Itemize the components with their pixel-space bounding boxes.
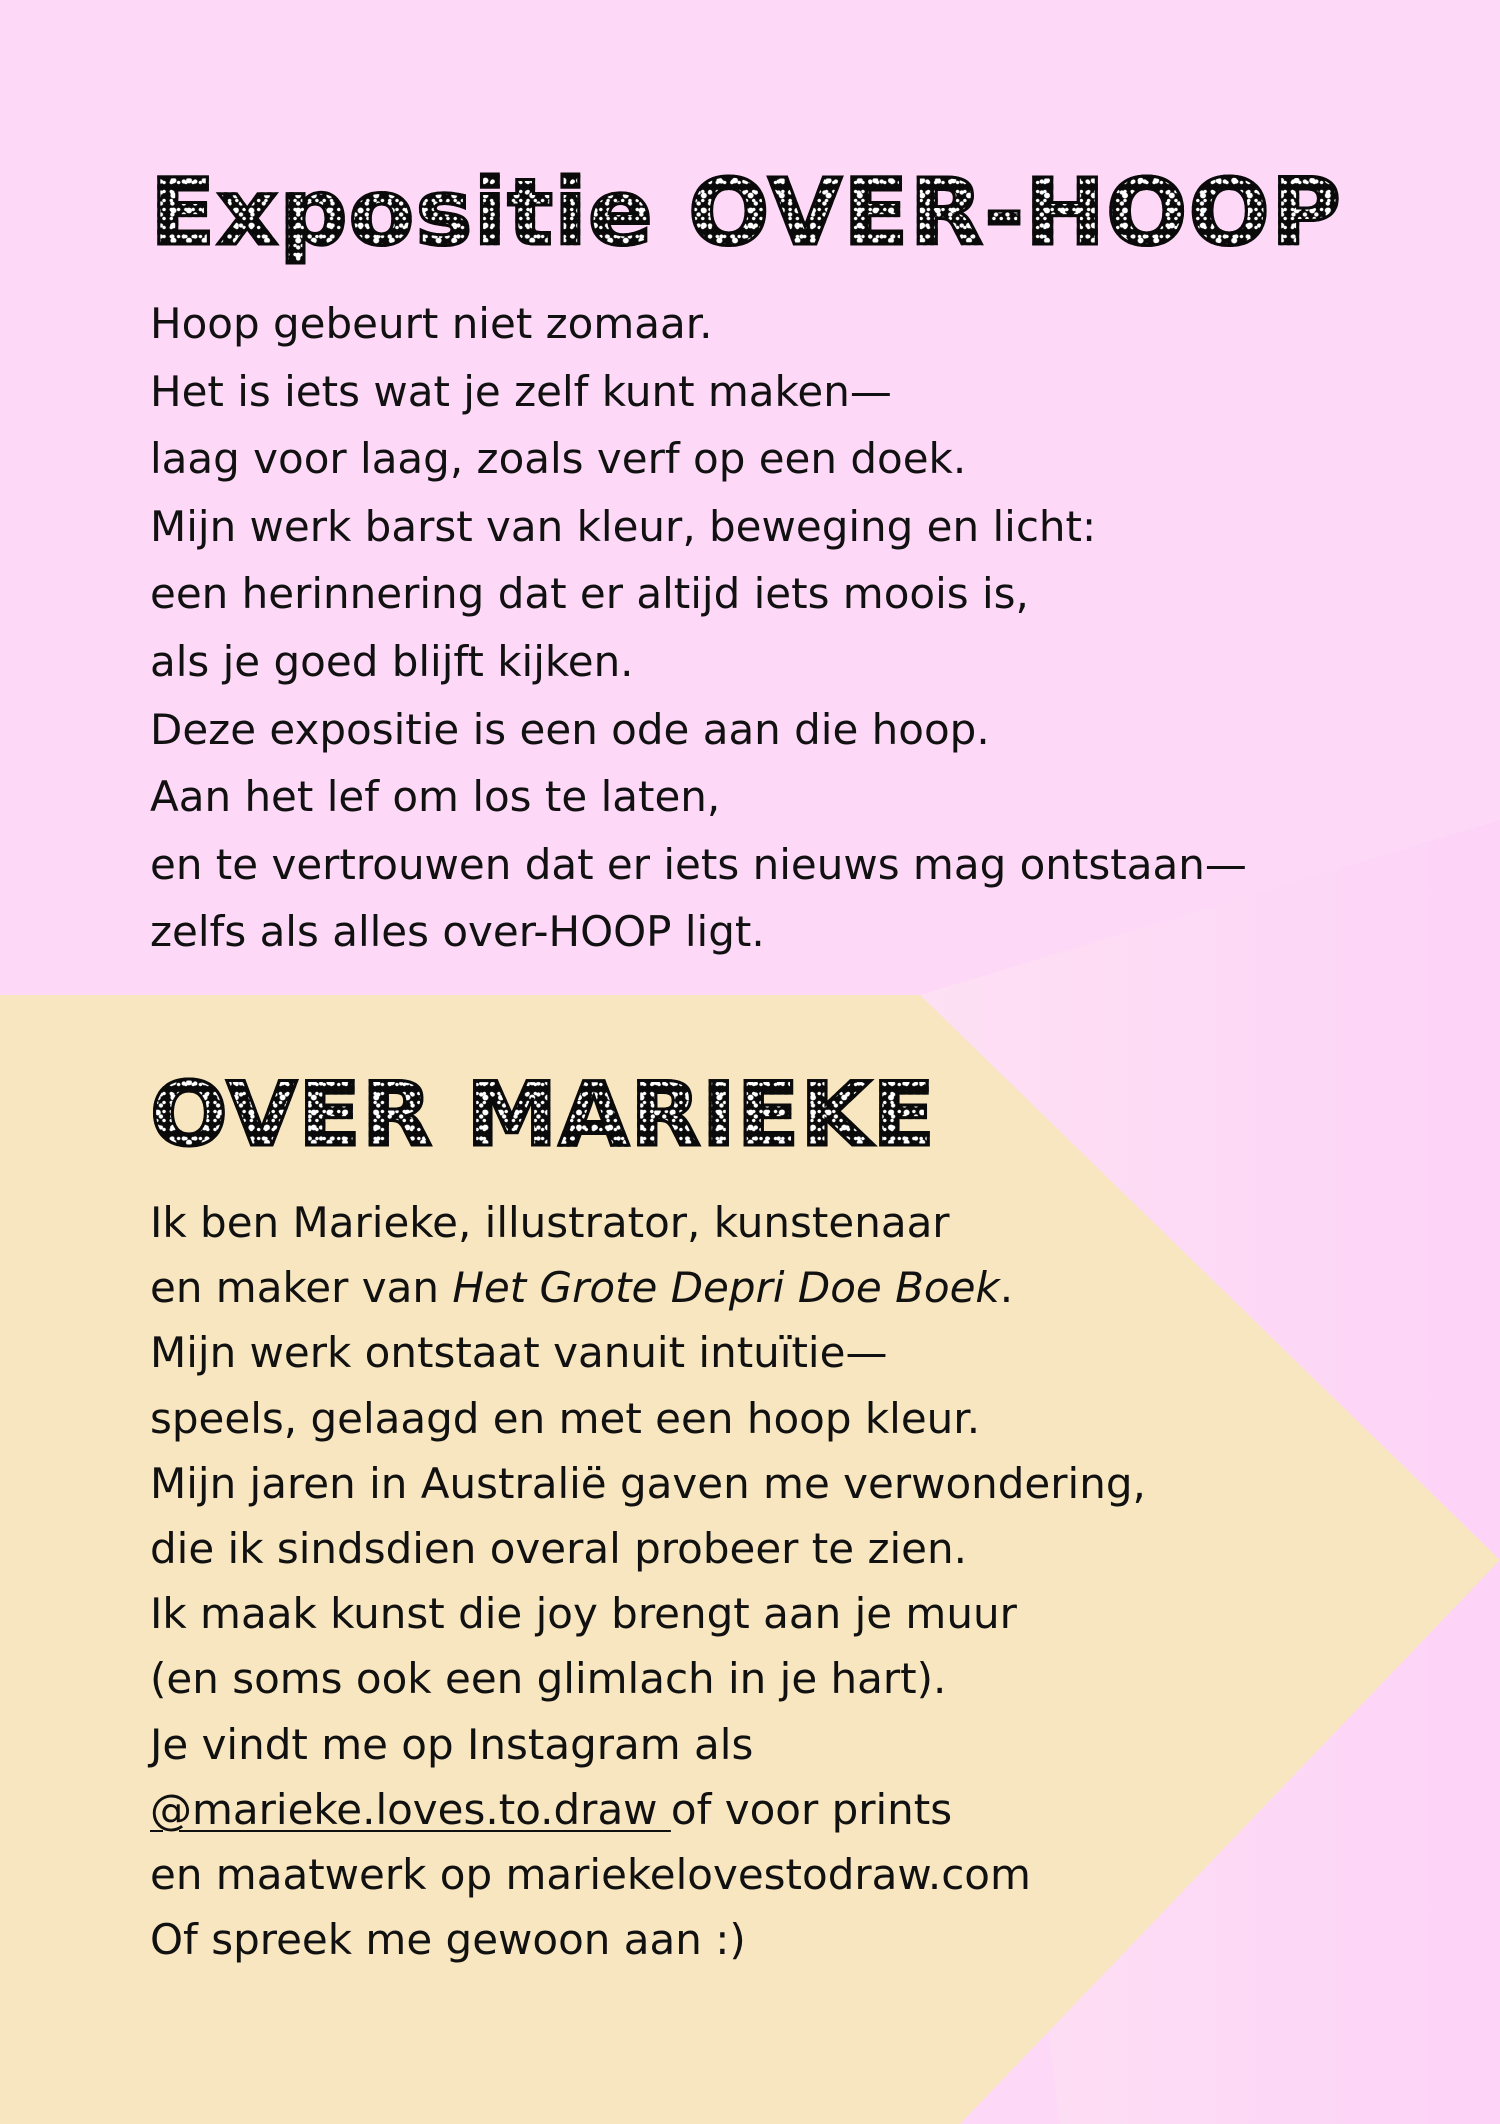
about-line: Mijn werk ontstaat vanuit intuïtie— — [150, 1328, 888, 1378]
instagram-handle-link[interactable]: @marieke.loves.to.draw — [150, 1784, 671, 1834]
exhibition-line: Aan het lef om los te laten, — [150, 772, 721, 822]
about-line: (en soms ook een glimlach in je hart). — [150, 1654, 947, 1704]
exhibition-line: een herinnering dat er altijd iets moois is, — [150, 569, 1029, 619]
about-line: speels, gelaagd en met een hoop kleur. — [150, 1393, 981, 1443]
about-line-website: en maatwerk op mariekelovestodraw.com — [150, 1850, 1031, 1900]
exhibition-line: Mijn werk barst van kleur, beweging en licht: — [150, 501, 1097, 551]
about-line-instagram-suffix: of voor prints — [670, 1784, 953, 1834]
about-line: Ik maak kunst die joy brengt aan je muur — [150, 1589, 1017, 1639]
about-line: Je vindt me op Instagram als — [150, 1719, 754, 1769]
exhibition-line: laag voor laag, zoals verf op een doek. — [150, 434, 967, 484]
exhibition-line: als je goed blijft kijken. — [150, 636, 634, 686]
about-line: Mijn jaren in Australië gaven me verwondering, — [150, 1458, 1146, 1508]
about-title — [150, 1060, 936, 1170]
about-line: Ik ben Marieke, illustrator, kunstenaar — [150, 1198, 950, 1247]
about-title-text: OVER MARIEKE — [150, 1060, 936, 1170]
exhibition-title-text: Expositie OVER-HOOP — [150, 159, 1342, 266]
about-description — [150, 1190, 1380, 1972]
about-line-book-suffix: . — [999, 1263, 1014, 1313]
exhibition-line: en te vertrouwen dat er iets nieuws mag ontstaan— — [150, 839, 1247, 889]
about-line: Of spreek me gewoon aan :) — [150, 1915, 746, 1965]
about-line: die ik sindsdien overal probeer te zien. — [150, 1524, 967, 1574]
exhibition-line: Hoop gebeurt niet zomaar. — [150, 299, 713, 348]
exhibition-line: Deze expositie is een ode aan die hoop. — [150, 704, 990, 754]
exhibition-line: zelfs als alles over-HOOP ligt. — [150, 907, 765, 957]
exhibition-line: Het is iets wat je zelf kunt maken— — [150, 366, 892, 416]
book-title: Het Grote Depri Doe Boek — [452, 1263, 1000, 1313]
about-line-book-prefix: en maker van — [150, 1263, 453, 1313]
about-line-book — [150, 1255, 1380, 1320]
about-line-instagram — [150, 1777, 1380, 1842]
exhibition-description — [150, 290, 1380, 966]
exhibition-title — [150, 158, 1342, 268]
